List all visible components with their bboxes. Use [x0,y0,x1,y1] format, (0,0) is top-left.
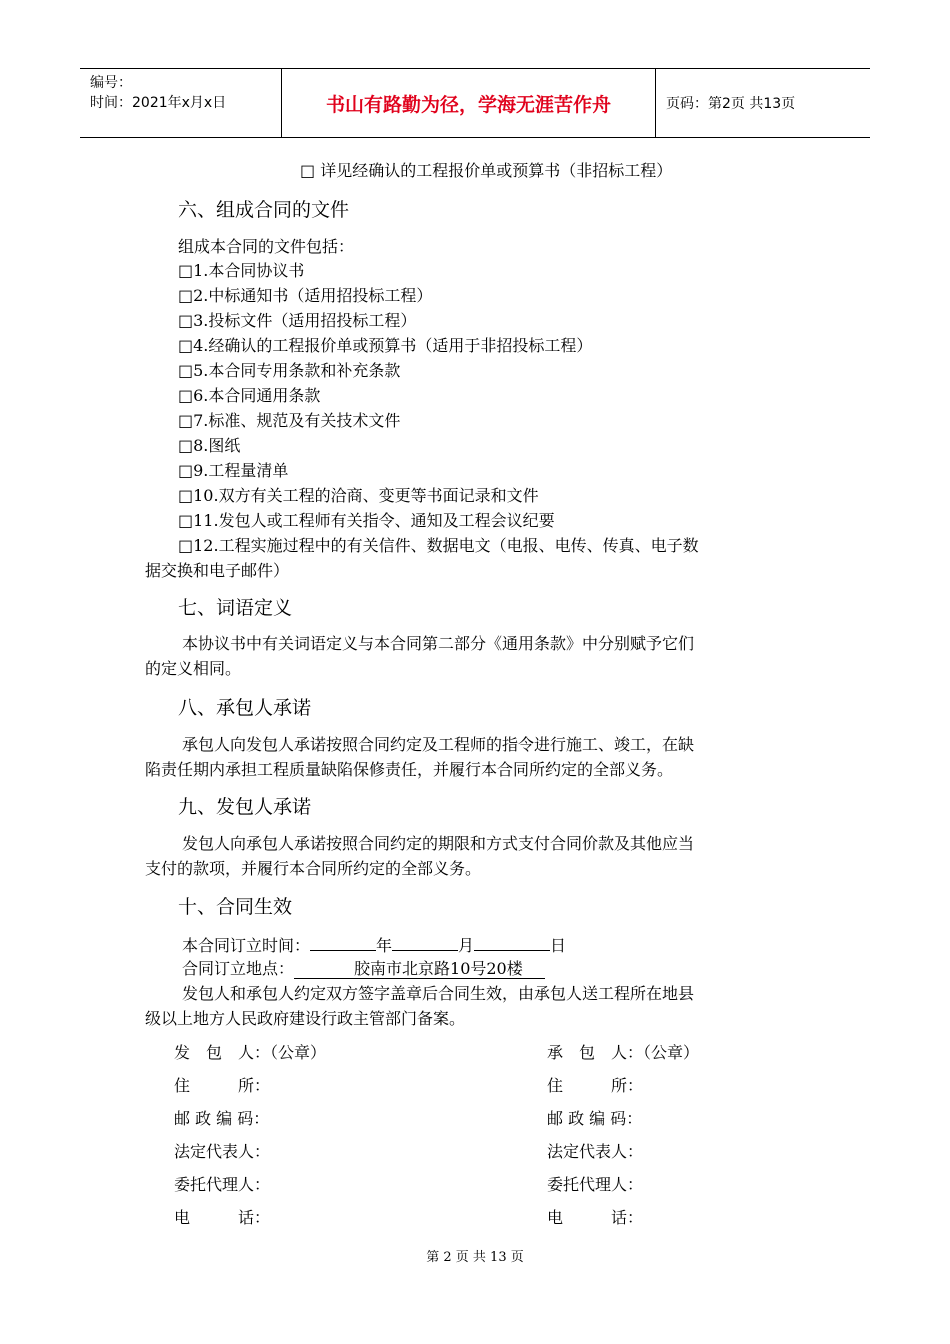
doc-item: □9.工程量清单 [178,461,289,480]
sign-place-row [182,958,545,980]
employer-phone: 电 话： [174,1208,271,1227]
page-header [80,68,870,138]
time-label: 时间：2021年x月x日 [90,95,227,111]
section-10-title: 十、合同生效 [178,896,293,918]
section-9-title: 九、发包人承诺 [178,796,312,818]
sign-time-label: 本合同订立时间： [182,936,311,955]
section-8-title: 八、承包人承诺 [178,697,312,719]
day-label: 日 [550,936,567,955]
sign-time-row [182,933,566,957]
doc-item: □5.本合同专用条款和补充条款 [178,361,401,380]
contractor-postcode: 邮 政 编 码： [547,1109,643,1128]
employer-agent: 委托代理人： [174,1175,271,1194]
header-motto: 书山有路勤为径，学海无涯苦作舟 [282,69,656,137]
section-7-title: 七、词语定义 [178,597,293,619]
doc-item: □4.经确认的工程报价单或预算书（适用于非招投标工程） [178,336,593,355]
employer-legal-rep: 法定代表人： [174,1142,271,1161]
contractor-legal-rep: 法定代表人： [547,1142,644,1161]
effect-text: 发包人和承包人约定双方签字盖章后合同生效，由承包人送工程所在地县 [182,984,695,1003]
number-label: 编号： [90,75,132,91]
section-6-intro: 组成本合同的文件包括： [178,237,355,256]
sign-place-value: 胶南市北京路10号20楼 [294,959,545,979]
section-6-title: 六、组成合同的文件 [178,199,350,221]
day-blank[interactable] [474,933,550,951]
employer-postcode: 邮 政 编 码： [174,1109,270,1128]
employer-address: 住 所： [174,1076,271,1095]
section-9-text: 发包人向承包人承诺按照合同约定的期限和方式支付合同价款及其他应当 [182,834,695,853]
pricing-option: □ 详见经确认的工程报价单或预算书（非招标工程） [300,161,673,180]
doc-item-continued: 据交换和电子邮件） [145,561,290,580]
doc-item: □11.发包人或工程师有关指令、通知及工程会议纪要 [178,511,555,530]
doc-item: □3.投标文件（适用招投标工程） [178,311,417,330]
section-8-text: 陷责任期内承担工程质量缺陷保修责任，并履行本合同所约定的全部义务。 [145,760,674,779]
doc-item: □7.标准、规范及有关技术文件 [178,411,401,430]
contractor-phone: 电 话： [547,1208,644,1227]
year-blank[interactable] [310,933,376,951]
section-7-text: 本协议书中有关词语定义与本合同第二部分《通用条款》中分别赋予它们 [182,634,695,653]
employer-seal: 发 包 人：（公章） [174,1043,327,1062]
doc-item: □12.工程实施过程中的有关信件、数据电文（电报、电传、传真、电子数 [178,536,699,555]
page-footer: 第 2 页 共 13 页 [426,1250,524,1265]
contractor-seal: 承 包 人：（公章） [547,1043,700,1062]
year-label: 年 [376,936,393,955]
month-blank[interactable] [392,933,458,951]
header-page-info: 页码：第2页 共13页 [666,96,796,112]
doc-item: □8.图纸 [178,436,241,455]
doc-item: □10.双方有关工程的洽商、变更等书面记录和文件 [178,486,539,505]
month-label: 月 [458,936,475,955]
section-7-text: 的定义相同。 [145,659,242,678]
doc-item: □1.本合同协议书 [178,261,305,280]
contractor-agent: 委托代理人： [547,1175,644,1194]
section-9-text: 支付的款项，并履行本合同所约定的全部义务。 [145,859,482,878]
header-meta [80,69,282,137]
effect-text: 级以上地方人民政府建设行政主管部门备案。 [145,1009,466,1028]
doc-item: □6.本合同通用条款 [178,386,321,405]
sign-place-label: 合同订立地点： [182,959,295,978]
section-8-text: 承包人向发包人承诺按照合同约定及工程师的指令进行施工、竣工，在缺 [182,735,695,754]
contractor-address: 住 所： [547,1076,644,1095]
doc-item: □2.中标通知书（适用招投标工程） [178,286,433,305]
